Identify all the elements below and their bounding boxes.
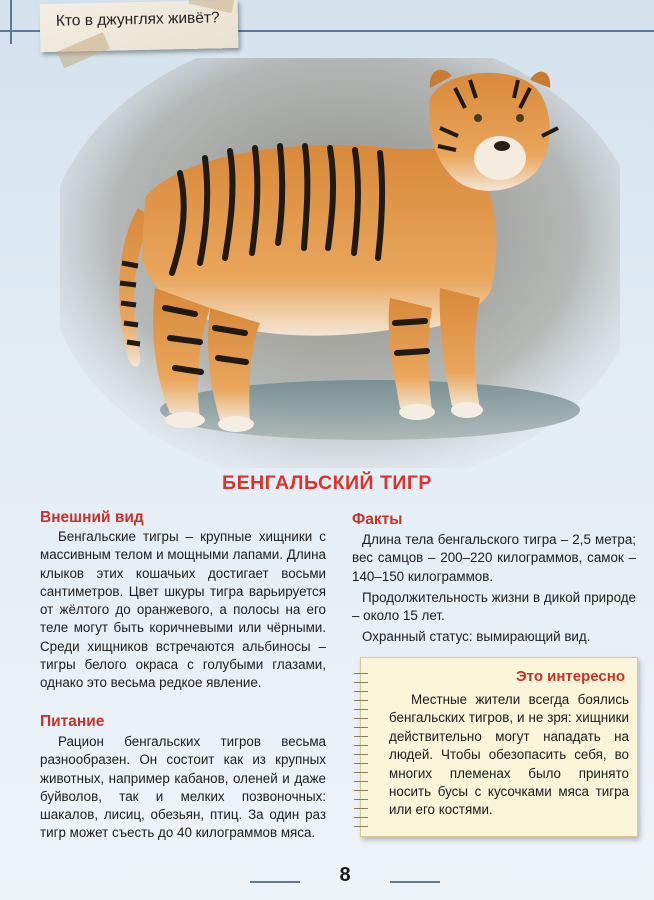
food-heading: Питание [40,713,105,730]
page-number: 8 [339,864,351,886]
facts-text [352,531,636,647]
facts-paragraph: Охранный статус: вымирающий вид. [362,629,591,645]
interesting-paragraph: Местные жители всегда боялись бенгальских тигров, и не зря: хищники действительно могут нападать на людей. Чтобы обезопасить себя, во многих племенах было принято носить бусы с кусочками мяса тигра или его костями. [389,692,629,818]
top-divider-vertical [10,0,12,44]
interesting-card [360,657,638,837]
food-paragraph: Рацион бенгальских тигров весьма разнообразен. Он состоит как из крупных животных, например кабанов, оленей и даже буйволов, так и мелких позвоночных: шакалов, лисиц, обезьян, птиц. За один раз тигр может съесть до 40 килограммов мяса. [40,734,326,841]
article-title: БЕНГАЛЬСКИЙ ТИГР [222,472,432,494]
tiger-photo [60,58,620,468]
footer-divider-left [250,881,300,883]
chapter-tag [40,0,239,52]
interesting-heading: Это интересно [516,668,625,685]
top-divider-left [0,30,40,32]
facts-heading: Факты [352,511,403,528]
appearance-text [40,528,326,693]
appearance-paragraph: Бенгальские тигры – крупные хищники с массивным телом и мощными лапами. Длина клыков этих кошачьих достигает восьми сантиметров. Цвет шкуры тигра варьируется от жёлтого до оранжевого, а полосы на его теле могут быть коричневыми или чёрными. Среди хищников встречаются альбиносы – тигры белого окраса с голубыми глазами, однако это весьма редкое явление. [40,529,326,691]
top-divider-right [238,30,654,32]
spiral-binding [354,668,368,828]
footer-divider-right [390,881,440,883]
facts-paragraph: Длина тела бенгальского тигра – 2,5 метра; вес самцов – 200–220 килограммов, самок – 140–150 килограммов. [352,532,636,584]
facts-paragraph: Продолжительность жизни в дикой природе – около 15 лет. [352,589,636,624]
appearance-heading: Внешний вид [40,509,144,526]
chapter-title: Кто в джунглях живёт? [55,9,220,30]
food-text [40,733,326,843]
interesting-text [389,691,629,820]
